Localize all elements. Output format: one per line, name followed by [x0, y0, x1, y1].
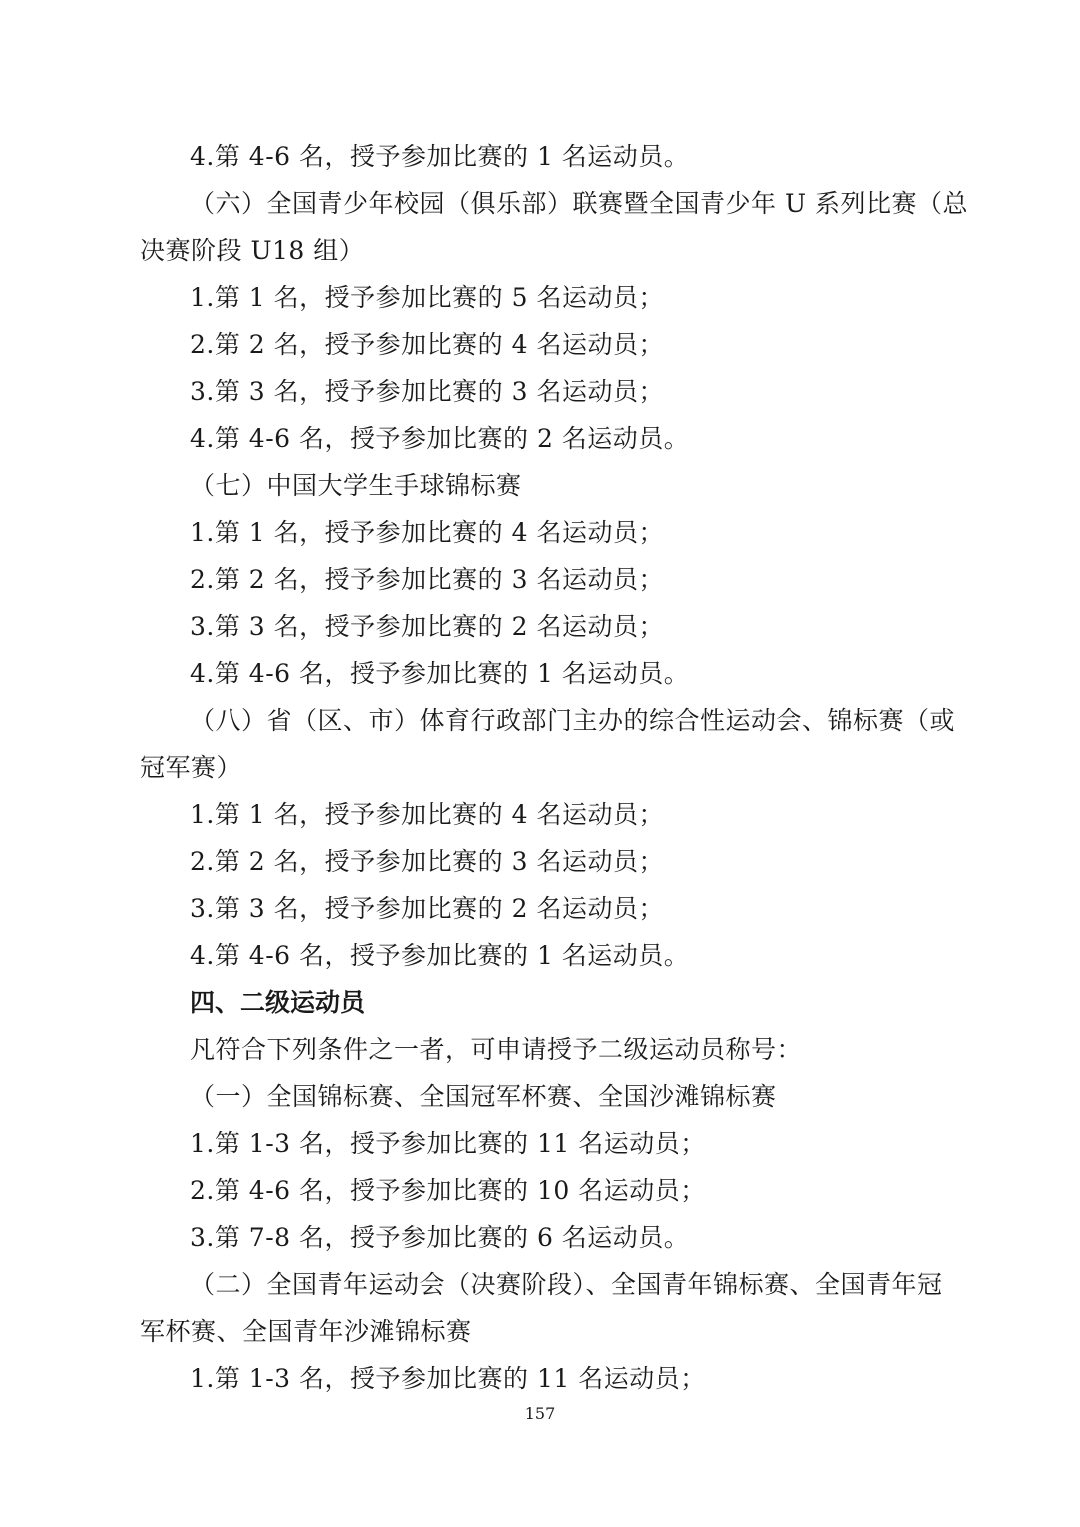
section-title-2-continued: 军杯赛、全国青年沙滩锦标赛: [140, 1317, 472, 1346]
text-line: 1.第 1-3 名，授予参加比赛的 11 名运动员；: [190, 1129, 706, 1158]
text-line: 4.第 4-6 名，授予参加比赛的 2 名运动员。: [190, 424, 690, 453]
text-line: 4.第 4-6 名，授予参加比赛的 1 名运动员。: [190, 941, 690, 970]
document-body: [140, 133, 968, 1402]
text-line: 2.第 2 名，授予参加比赛的 3 名运动员；: [190, 847, 664, 876]
section-title-8-continued: 冠军赛）: [140, 753, 243, 782]
section-title-6: （六）全国青少年校园（俱乐部）联赛暨全国青少年 U 系列比赛（总: [190, 189, 968, 218]
section-title-8: （八）省（区、市）体育行政部门主办的综合性运动会、锦标赛（或: [190, 706, 956, 735]
section-title-1: （一）全国锦标赛、全国冠军杯赛、全国沙滩锦标赛: [190, 1082, 777, 1111]
text-line: 3.第 3 名，授予参加比赛的 3 名运动员；: [190, 377, 664, 406]
intro-paragraph: 凡符合下列条件之一者，可申请授予二级运动员称号：: [190, 1035, 803, 1064]
section-title-7: （七）中国大学生手球锦标赛: [190, 471, 522, 500]
chapter-heading: 四、二级运动员: [190, 988, 366, 1017]
text-line: 4.第 4-6 名，授予参加比赛的 1 名运动员。: [190, 659, 690, 688]
text-line: 1.第 1 名，授予参加比赛的 4 名运动员；: [190, 518, 664, 547]
page-number: 157: [524, 1404, 556, 1423]
text-line: 1.第 1 名，授予参加比赛的 4 名运动员；: [190, 800, 664, 829]
text-line: 3.第 3 名，授予参加比赛的 2 名运动员；: [190, 894, 664, 923]
text-line: 2.第 4-6 名，授予参加比赛的 10 名运动员；: [190, 1176, 706, 1205]
text-line: 3.第 7-8 名，授予参加比赛的 6 名运动员。: [190, 1223, 690, 1252]
section-title-2: （二）全国青年运动会（决赛阶段）、全国青年锦标赛、全国青年冠: [190, 1270, 943, 1299]
text-line: 3.第 3 名，授予参加比赛的 2 名运动员；: [190, 612, 664, 641]
text-line: 2.第 2 名，授予参加比赛的 4 名运动员；: [190, 330, 664, 359]
text-line: 1.第 1-3 名，授予参加比赛的 11 名运动员；: [190, 1364, 706, 1393]
text-line: 2.第 2 名，授予参加比赛的 3 名运动员；: [190, 565, 664, 594]
text-line: 1.第 1 名，授予参加比赛的 5 名运动员；: [190, 283, 664, 312]
section-title-6-continued: 决赛阶段 U18 组）: [140, 236, 365, 265]
text-line: 4.第 4-6 名，授予参加比赛的 1 名运动员。: [190, 142, 690, 171]
